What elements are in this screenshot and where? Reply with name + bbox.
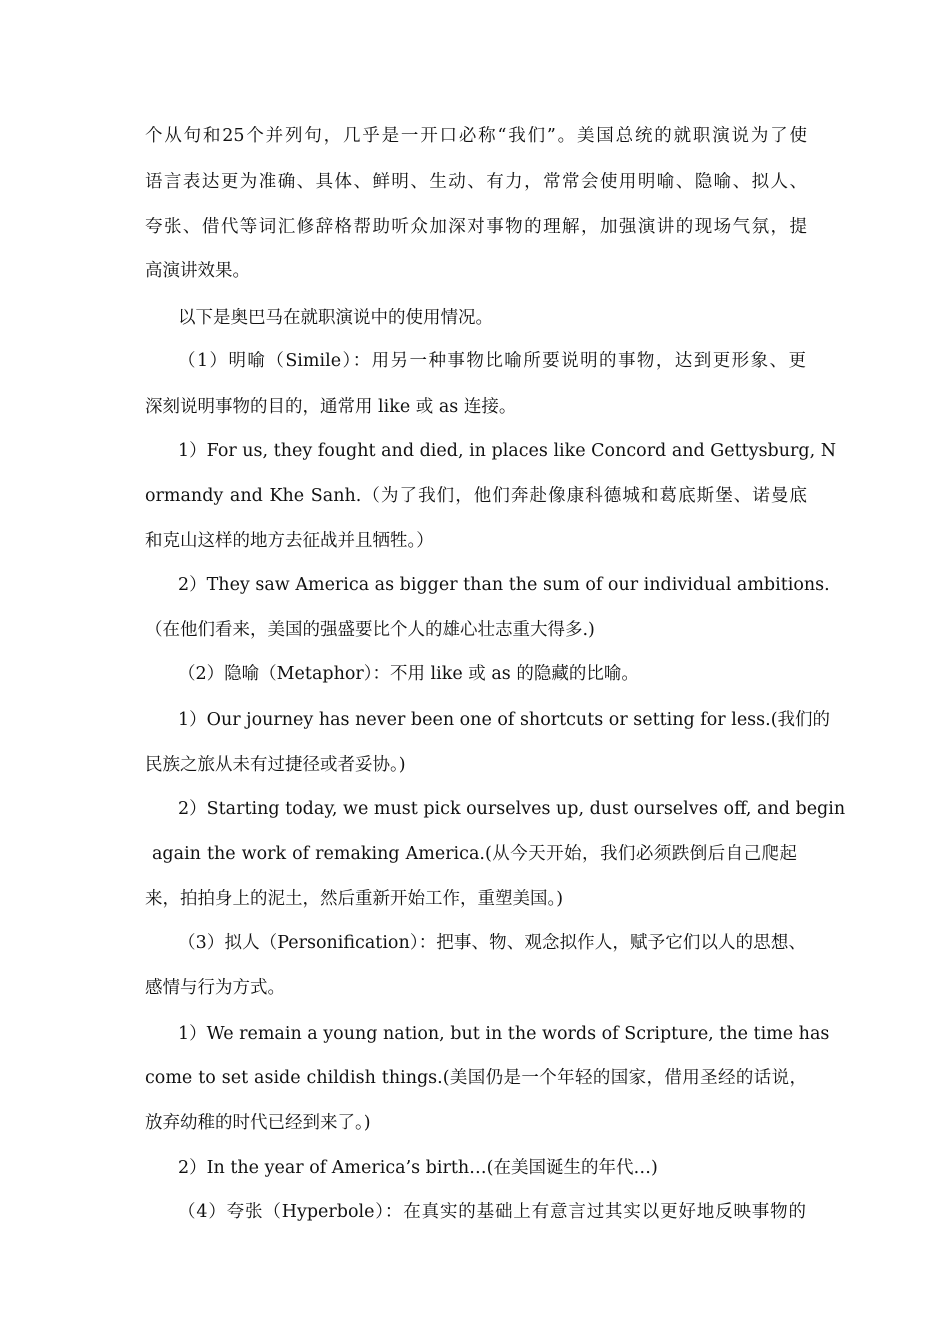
text-line: （4）夸张（Hyperbole）：在真实的基础上有意言过其实以更好地反映事物的 [178,1202,806,1222]
text-line: 1）Our journey has never been one of shortcuts or setting for less.(我们的 [178,710,831,730]
text-line: 夸张、借代等词汇修辞格帮助听众加深对事物的理解，加强演讲的现场气氛，提 [145,217,807,237]
text-line: 感情与行为方式。 [145,978,285,998]
text-line: 放弃幼稚的时代已经到来了。) [145,1113,371,1133]
text-line: 2）They saw America as bigger than the sum of our individual ambitions. [178,575,830,595]
text-line: 2）Starting today, we must pick ourselves up, dust ourselves off, and begin [178,799,846,819]
text-line: 语言表达更为准确、具体、鲜明、生动、有力，常常会使用明喻、隐喻、拟人、 [145,172,807,192]
text-line: （3）拟人（Personification）：把事、物、观念拟作人，赋予它们以人的思想、 [178,933,806,953]
text-line: 和克山这样的地方去征战并且牺牲。） [145,531,434,551]
text-line: 来，拍拍身上的泥土，然后重新开始工作，重塑美国。) [145,889,564,909]
text-line: （1）明喻（Simile）：用另一种事物比喻所要说明的事物，达到更形象、更 [178,351,806,371]
text-line: （在他们看来，美国的强盛要比个人的雄心壮志重大得多.) [145,620,595,640]
text-line: 个从句和25个并列句，几乎是一开口必称“我们”。美国总统的就职演说为了使 [145,126,807,146]
text-line: （2）隐喻（Metaphor）：不用 like 或 as 的隐藏的比喻。 [178,664,639,684]
text-line: 2）In the year of America’s birth…(在美国诞生的年代…) [178,1158,658,1178]
text-line: again the work of remaking America.(从今天开始，我们必须跌倒后自己爬起 [152,844,797,864]
text-line: 深刻说明事物的目的，通常用 like 或 as 连接。 [145,397,517,417]
text-line: 高演讲效果。 [145,261,250,281]
text-line: 1）For us, they fought and died, in places like Concord and Gettysburg, N [178,441,837,461]
text-line: come to set aside childish things.(美国仍是一个年轻的国家，借用圣经的话说， [145,1068,807,1088]
text-line: 以下是奥巴马在就职演说中的使用情况。 [178,308,493,328]
text-line: ormandy and Khe Sanh.（为了我们，他们奔赴像康科德城和葛底斯堡、诺曼底 [145,486,807,506]
text-line: 民族之旅从未有过捷径或者妥协。) [145,755,406,775]
text-line: 1）We remain a young nation, but in the words of Scripture, the time has [178,1024,830,1044]
